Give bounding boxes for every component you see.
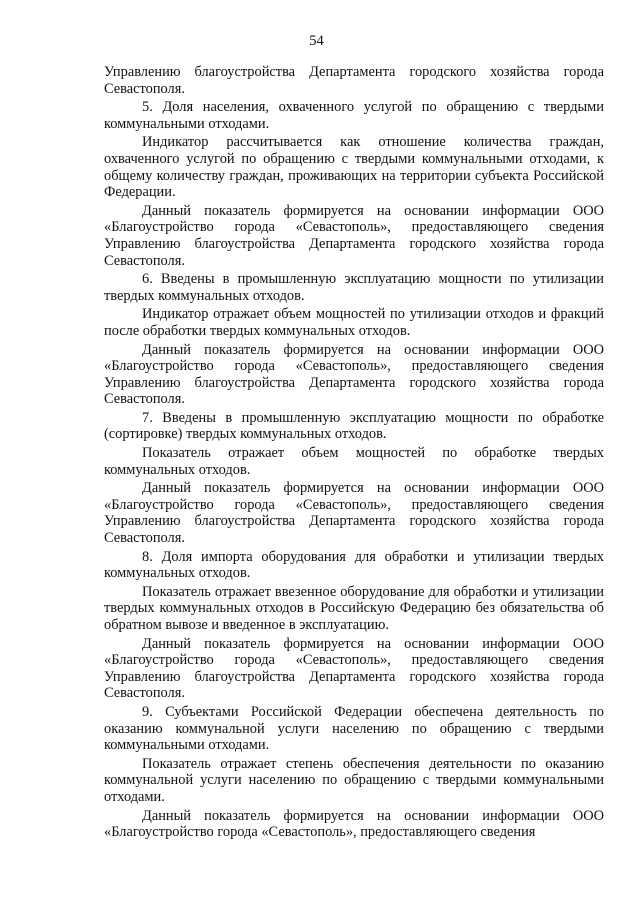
paragraph-item-9-source: Данный показатель формируется на основании информации ООО «Благоустройство города «Севастополь», предоставляющего сведения <box>104 807 604 841</box>
paragraph-item-8-heading: 8. Доля импорта оборудования для обработки и утилизации твердых коммунальных отходов. <box>104 548 604 582</box>
paragraph-item-6-description: Индикатор отражает объем мощностей по утилизации отходов и фракций после обработки твердых коммунальных отходов. <box>104 306 604 339</box>
paragraph-item-7-source: Данный показатель формируется на основании информации ООО «Благоустройство города «Севастополь», предоставляющего сведения Управлению благоустройства Департамента городского хозяйства города Севастополя. <box>104 480 604 547</box>
paragraph-item-5-source: Данный показатель формируется на основании информации ООО «Благоустройство города «Севастополь», предоставляющего сведения Управлению благоустройства Департамента городского хозяйства города Севастополя. <box>104 202 604 269</box>
paragraph-item-9-heading: 9. Субъектами Российской Федерации обеспечена деятельность по оказанию коммунальной услуги населению по обращению с твердыми коммунальными отходами. <box>104 703 604 754</box>
paragraph-item-6-heading: 6. Введены в промышленную эксплуатацию мощности по утилизации твердых коммунальных отходов. <box>104 271 604 304</box>
page-number: 54 <box>309 33 324 49</box>
paragraph-item-5-heading: 5. Доля населения, охваченного услугой по обращению с твердыми коммунальными отходами. <box>104 99 604 132</box>
paragraph-item-7-heading: 7. Введены в промышленную эксплуатацию мощности по обработке (сортировке) твердых коммунальных отходов. <box>104 409 604 443</box>
paragraph-item-6-source: Данный показатель формируется на основании информации ООО «Благоустройство города «Севастополь», предоставляющего сведения Управлению благоустройства Департамента городского хозяйства города Севастополя. <box>104 341 604 408</box>
paragraph-item-7-description: Показатель отражает объем мощностей по обработке твердых коммунальных отходов. <box>104 445 604 478</box>
paragraph-item-8-source: Данный показатель формируется на основании информации ООО «Благоустройство города «Севастополь», предоставляющего сведения Управлению благоустройства Департамента городского хозяйства города Севастополя. <box>104 635 604 702</box>
paragraph-item-9-description: Показатель отражает степень обеспечения деятельности по оказанию коммунальной услуги населению по обращению с твердыми коммунальными отходами. <box>104 755 604 805</box>
paragraph-item-5-description: Индикатор рассчитывается как отношение количества граждан, охваченного услугой по обращению с твердыми коммунальными отходами, к общему количеству граждан, проживающих на территории субъекта Российской Федерации. <box>104 134 604 201</box>
paragraph-continuation: Управлению благоустройства Департамента городского хозяйства города Севастополя. <box>104 64 604 97</box>
document-body <box>104 64 604 843</box>
paragraph-item-8-description: Показатель отражает ввезенное оборудование для обработки и утилизации твердых коммунальных отходов в Российскую Федерацию без обязательства об обратном вывозе и введенное в эксплуатацию. <box>104 583 604 633</box>
